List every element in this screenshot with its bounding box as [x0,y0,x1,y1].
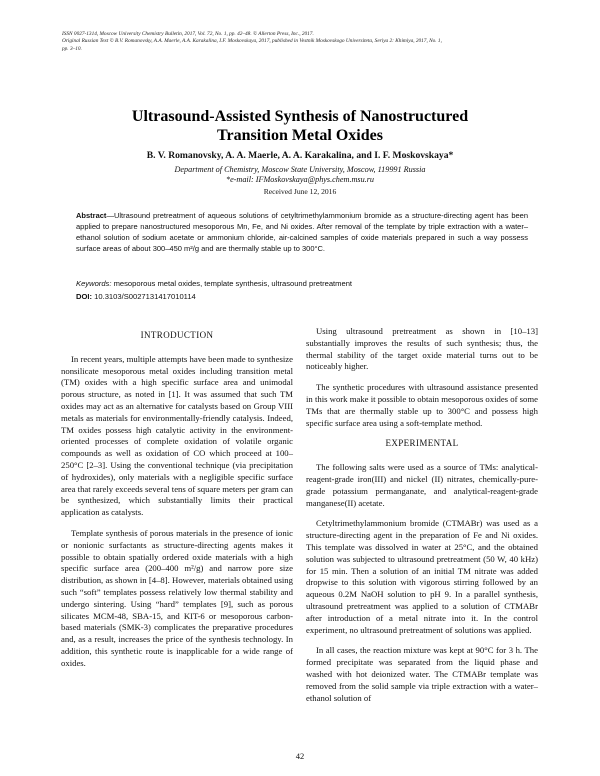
keywords-text: mesoporous metal oxides, template synthesis, ultrasound pretreatment [111,279,353,288]
section-heading-introduction: INTRODUCTION [140,330,214,340]
body-paragraph: The synthetic procedures with ultrasound assistance presented in this work make it possible to obtain mesoporous oxides of some TMs that are thermally stable up to 300°C and possess high specific surface area using a soft-template method. [306,382,538,428]
left-column [61,330,293,679]
abstract-label: Abstract [76,211,107,220]
doi [76,292,528,301]
doi-value: 10.3103/S0027131417010114 [92,292,196,301]
body-paragraph: In all cases, the reaction mixture was kept at 90°C for 3 h. The formed precipitate was separated from the liquid phase and washed with hot deionized water. The CTMABr template was removed from the solid sample via triple extraction with a water–ethanol solution of [306,645,538,703]
body-paragraph: Using ultrasound pretreatment as shown in [10–13] substantially improves the results of such synthesis; thus, the thermal stability of the target oxide material turns out to be noticeably higher. [306,326,538,372]
header-line-2: Original Russian Text © B.V. Romanovsky, A.A. Maerle, A.A. Karakalina, I.F. Moskovskaya, 2017, published in Vestnik Moskovskogo Universiteta, Seriya 2: Khimiya, 2017, No. 1, [62,38,442,45]
author-list: B. V. Romanovsky, A. A. Maerle, A. A. Karakalina, and I. F. Moskovskaya* [146,150,454,161]
keywords-label: Keywords: [76,279,112,288]
journal-header-note [62,31,542,53]
body-paragraph: Cetyltrimethylammonium bromide (CTMABr) was used as a structure-directing agent in the preparation of Fe and Ni oxides. This template was dissolved in water at 25°C, and the obtained solution was subjected to ultrasound pretreatment (50 W, 40 kHz) for 15 min. Then a solution of an initial TM nitrate was added dropwise to this solution with vigorous stirring followed by an aqueous 0.2M NaOH solution to pH 9. In a parallel synthesis, ultrasound pretreatment was applied to a solution of CTMABr after introduction of a metal nitrate into it. In the control experiment, no ultrasound pretreatment of solutions was applied. [306,518,538,635]
body-paragraph: Template synthesis of porous materials in the presence of ionic or nonionic surfactants as structure-directing agents makes it possible to obtain spatially ordered oxide materials with a high specific surface area (200–400 m²/g) and narrow pore size distribution, as shown in [4–8]. However, materials obtained using such “soft” templates possess relatively low thermal stability and undergo sintering. Using “hard” templates [9], such as porous silicates MCM-48, SBA-15, and KIT-6 or mesoporous carbon-based materials (SMK-3) complicates the preparative procedures and, as a result, increases the price of the synthesis technology. In addition, this synthetic route is inapplicable for a wide range of oxides. [61,527,293,668]
title-line-2: Transition Metal Oxides [217,127,383,144]
title-line-1: Ultrasound-Assisted Synthesis of Nanostructured [131,108,469,125]
affiliation [60,165,540,185]
header-line-1: ISSN 0027-1314, Moscow University Chemistry Bulletin, 2017, Vol. 72, No. 1, pp. 42–48. © Allerton Press, Inc., 2017. [62,31,314,37]
doi-label: DOI: [76,292,93,301]
section-heading-experimental: EXPERIMENTAL [385,438,459,449]
abstract [76,211,528,255]
paper-title [60,107,540,145]
keywords [76,279,528,288]
body-paragraph: The following salts were used as a source of TMs: analytical-reagent-grade iron(III) and nickel (II) nitrates, chemically-pure-grade potassium permanganate, and analytical-reagent-grade manganese(II) acetate. [306,462,538,508]
page-number: 42 [295,751,305,761]
email-line: *e-mail: IFMoskovskaya@phys.chem.msu.ru [225,175,375,184]
abstract-text: —Ultrasound pretreatment of aqueous solutions of cetyltrimethylammonium bromide as a structure-directing agent has been applied to prepare nanostructured mesoporous Mn, Fe, and Ni oxides. After removal of the template by triple extraction with a water–ethanol solution of sodium acetate or ammonium chloride, air-calcined samples of oxide materials prepared in such a way possess surface areas of about 300–450 m²/g and are thermally stable up to 300°C. [76,211,528,253]
header-line-3: pp. 3–10. [62,45,82,52]
affiliation-line: Department of Chemistry, Moscow State University, Moscow, 119991 Russia [174,165,426,174]
right-column [306,326,538,713]
received-date: Received June 12, 2016 [263,187,337,196]
body-paragraph: In recent years, multiple attempts have been made to synthesize nonsilicate mesoporous metal oxides including transition metal (TM) oxides with a high specific surface area and unimodal porous structure, as noted in [1]. It was assumed that such TM oxides may act as an alternative for catalysts based on Group VIII metals as materials for environmentally-friendly catalysis. Indeed, TM oxides possess high catalytic activity in the environment-oriented processes of complete oxidation of volatile organic compounds as well as oxidation of CO which proceed at 100–250°C [2–3]. Using the conventional technique (via precipitation of hydroxides), only materials with a negligible specific surface area that rarely exceeds several tens of square meters per gram can be synthesized, which substantially limits their practical application as catalysts. [61,353,293,518]
